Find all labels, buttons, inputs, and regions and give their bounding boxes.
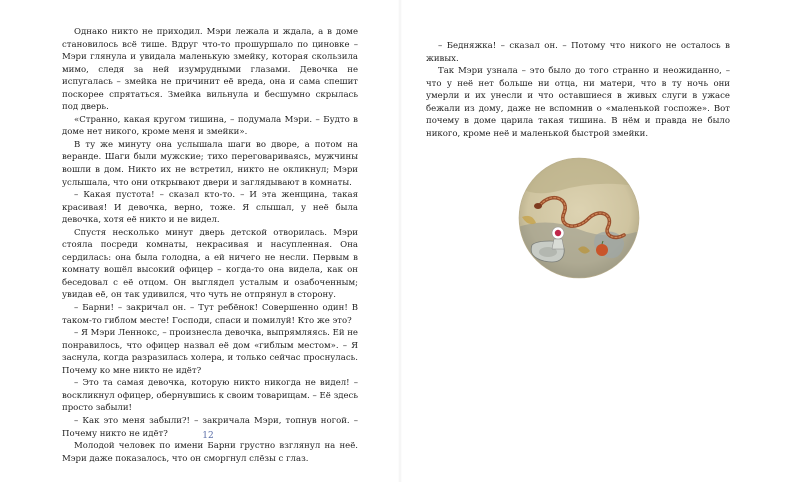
apple: [596, 244, 608, 256]
paragraph: – Я Мэри Леннокс, – произнесла девочка, выпрямляясь. Ей не понравилось, что офицер назвал её дом «гиблым местом». – Я заснула, когда разразилась холера, и только сейчас проснулась. Почему ко мне никто не идёт?: [62, 328, 358, 376]
paragraph: Спустя несколько минут дверь детской отворилась. Мэри стояла посреди комнаты, некрасивая и насупленная. Она сердилась: она была голодна, а ей ничего не несли. Первым в комнату вошёл высокий офицер – когда-то она видела, как он беседовал с её отцом. Он выглядел усталым и озабоченным; увидав её, он так удивился, что чуть не отпрянул в сторону.: [62, 227, 358, 301]
paragraph: – Это та самая девочка, которую никто никогда не видел! – воскликнул офицер, обернувшись к своим товарищам. – Её здесь просто забыли!: [62, 378, 358, 414]
left-page-text: [62, 26, 358, 465]
snake-illustration: [518, 157, 640, 279]
paragraph: – Бедняжка! – сказал он. – Потому что никого не осталось в живых.: [426, 41, 730, 64]
paragraph: – Как это меня забыли?! – закричала Мэри, топнув ногой. – Почему никто не идёт?: [62, 415, 358, 439]
goblet: [552, 239, 564, 249]
paragraph: «Странно, какая кругом тишина, – подумала Мэри. – Будто в доме нет никого, кроме меня и змейки».: [62, 114, 358, 138]
paragraph: Так Мэри узнала – это было до того странно и неожиданно, – что у неё нет больше ни отца, ни матери, что в ту ночь они умерли и их унесли и что оставшиеся в живых слуги в ужасе бежали из дому, даже не вспомнив о «маленькой госпоже». Вот почему в доме царила такая тишина. В нём и правда не было никого, кроме неё и маленькой быстрой змейки.: [426, 66, 730, 139]
page-number: 12: [202, 431, 214, 441]
paragraph: – Барни! – закричал он. – Тут ребёнок! Совершенно один! В таком-то гиблом месте! Господи, спаси и помилуй! Кто же это?: [62, 303, 358, 326]
snake-head: [534, 203, 542, 209]
paragraph: Молодой человек по имени Барни грустно взглянул на неё. Мэри даже показалось, что он сморгнул слёзы с глаз.: [62, 441, 358, 464]
paragraph: Однако никто не приходил. Мэри лежала и ждала, а в доме становилось всё тише. Вдруг что-то прошуршало по циновке – Мэри глянула и увидала маленькую змейку, которая скользила мимо, следя за ней изумрудными глазами. Девочка не испугалась – змейка не причинит её вреда, она и сама спешит поскорее спрятаться. Змейка вильнула и бесшумно скрылась под дверь.: [62, 27, 358, 113]
paragraph: В ту же минуту она услышала шаги во дворе, а потом на веранде. Шаги были мужские; тихо переговариваясь, мужчины вошли в дом. Никто их не встретил, никто не окликнул; Мэри услышала, что они открывают двери и заглядывают в комнаты.: [62, 139, 358, 188]
right-page-text: [426, 40, 730, 140]
paragraph: – Какая пустота! – сказал кто-то. – И эта женщина, такая красивая! И девочка, верно, тоже. Я слышал, у неё была девочка, хотя её никто и не видел.: [62, 190, 358, 226]
ruby-jewel: [555, 230, 561, 236]
